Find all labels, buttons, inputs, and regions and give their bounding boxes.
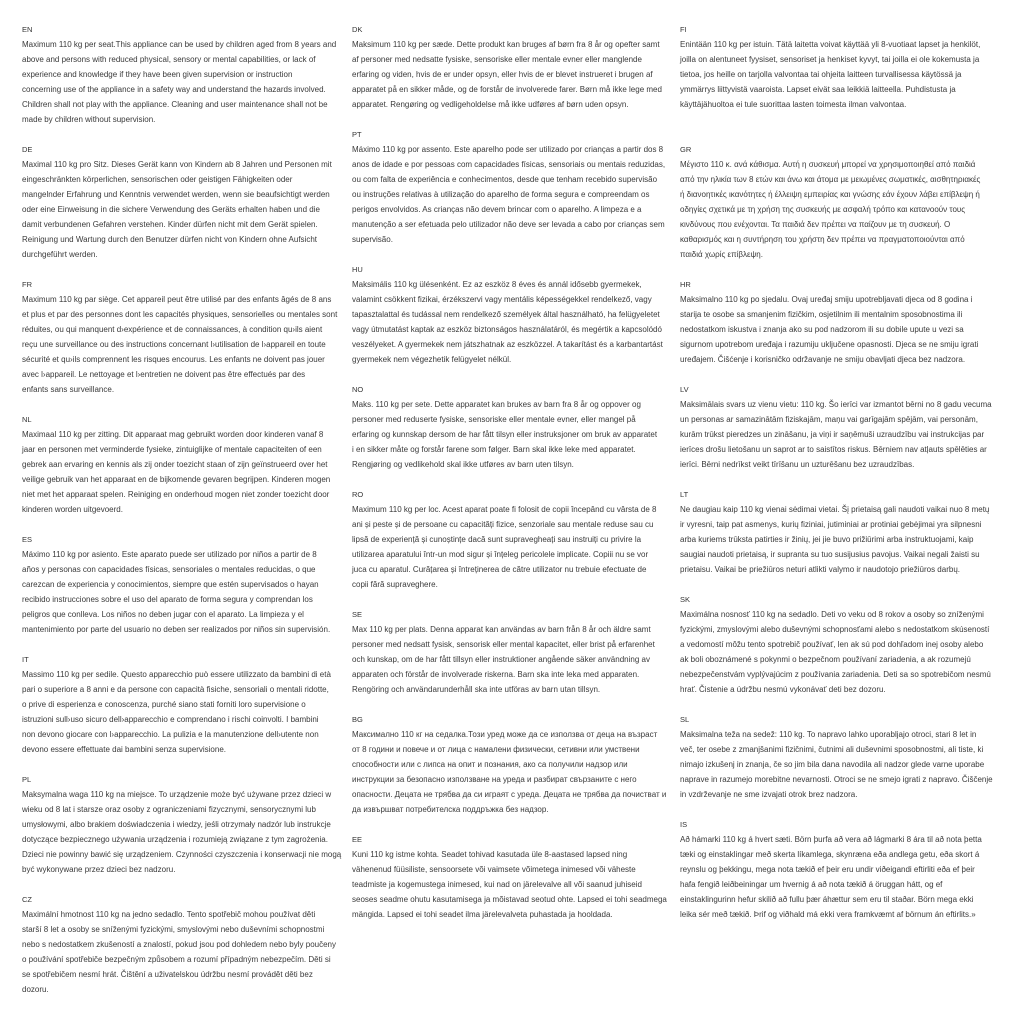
language-section-hr [680, 277, 1010, 367]
text-line: Maksimum 110 kg per sæde. Dette produkt kan bruges af børn fra 8 år og opefter samt [352, 40, 660, 49]
language-code: RO [352, 490, 364, 499]
text-line: ou instruções relativas à utilização do aparelho de forma segura e compreendam os [352, 190, 650, 199]
language-section-en [22, 22, 352, 127]
text-line: lipsă de experiență și cunoștințe dacă sunt supravegheați sau instruiți cu privire la [352, 535, 642, 544]
text-line: Maximální hmotnost 110 kg na jedno sedadlo. Tento spotřebič mohou používat děti [22, 910, 316, 919]
text-line: joilla on alentuneet fyysiset, sensoriset ja henkiset kyvyt, tai joilla ei ole kokemusta ja [680, 55, 980, 64]
text-line: Maks. 110 kg per sete. Dette apparatet kan brukes av barn fra 8 år og oppover og [352, 400, 641, 409]
text-line: да извършват потребителска поддръжка без надзор. [352, 805, 549, 814]
text-line: Reinigung und Wartung durch den Benutzer dürfen nicht von Kindern ohne Aufsicht [22, 235, 318, 244]
text-line: veilige gebruik van het apparaat en de bijkomende gevaren begrijpen. Kinderen mogen [22, 475, 331, 484]
text-line: niet met het apparaat spelen. Reiniging en onderhoud mogen niet zonder toezicht door [22, 490, 330, 499]
text-line: pari o superiore a 8 anni e da persone con capacità fisiche, sensoriali o mentali ridotte, [22, 685, 329, 694]
text-line: arba kuriems trūksta patirties ir žinių, jei jie buvo prižiūrimi arba instruktuojami, kaip [680, 535, 974, 544]
text-line: apparatet på en sikker måde, og de forstår de involverede farer. Børn må ikke lege med [352, 85, 662, 94]
text-line: nedostatkom iskustva i znanja ako su pod nadzorom ili su dobile upute u vezi sa [680, 325, 964, 334]
language-section-ro [352, 487, 682, 592]
language-code: CZ [22, 895, 32, 904]
text-line: nebezpečenstvám vyplývajúcim z používania zariadenia. Deti sa so spotrebičom nesmú [680, 670, 991, 679]
language-section-lv [680, 382, 1010, 472]
text-line: vähenenud füüsiliste, sensoorsete või vaimsete võimetega inimesed või väheste [352, 865, 636, 874]
text-line: sigurnom upotrebom uređaja i razumiju uključene opasnosti. Djeca se ne smiju igrati [680, 340, 979, 349]
text-line: experience and knowledge if they have been given supervision or instruction [22, 70, 293, 79]
text-line: Maximaal 110 kg per zitting. Dit apparaat mag gebruikt worden door kinderen vanaf 8 [22, 430, 324, 439]
text-line: prietaisu. Vaikai be priežiūros neturi atlikti valymo ir naudotojo priežiūros darbų. [680, 565, 960, 574]
language-section-nl [22, 412, 352, 517]
text-line: o prive di esperienza e conoscenza, purché siano stati forniti loro supervisione o [22, 700, 306, 709]
text-line: et plus et par des personnes dont les capacités physiques, sensorielles ou mentales sont [22, 310, 338, 319]
text-line: fyzickými, zmyslovými alebo duševnými schopnosťami alebo s nedostatkom skúseností [680, 625, 990, 634]
language-section-hu [352, 262, 682, 367]
text-line: Maksymalna waga 110 kg na miejsce. To urządzenie może być używane przez dzieci w [22, 790, 332, 799]
text-line: nebo s nedostatkem zkušeností a znalostí, pokud jsou pod dohledem nebo byly poučeny [22, 940, 336, 949]
text-line: παιδιά χωρίς επίβλεψη. [680, 250, 763, 259]
language-code: FR [22, 280, 32, 289]
text-line: copii fără supraveghere. [352, 580, 438, 589]
text-line: starija te osobe sa smanjenim fizičkim, osjetilnim ili mentalnim sposobnostima ili [680, 310, 963, 319]
text-line: способности или с липса на опит и познания, ако са получили надзор или [352, 760, 628, 769]
text-line: ou com falta de experiência e conhecimentos, desde que tenham recebido supervisão [352, 175, 658, 184]
text-line: i en sikker måte og forstår farene som følger. Barn skal ikke leke med apparatet. [352, 445, 636, 454]
language-section-sl [680, 712, 1010, 802]
text-line: Maximálna nosnosť 110 kg na sedadlo. Deti vo veku od 8 rokov a osoby so zníženými [680, 610, 984, 619]
text-line: από την ηλικία των 8 ετών και άνω και άτομα με μειωμένες σωματικές, αισθητηριακές [680, 175, 981, 184]
text-line: wieku od 8 lat i starsze oraz osoby z ograniczeniami fizycznymi, sensorycznymi lub [22, 805, 316, 814]
text-line: от 8 години и повече и от лица с намалени физически, сетивни или умствени [352, 745, 640, 754]
text-line: ak boli oboznámené s pokynmi o bezpečnom používaní zariadenia, a ak rozumejú [680, 655, 971, 664]
column-right [680, 22, 1010, 937]
text-line: recibido instrucciones sobre el uso del aparato de forma segura y comprendan los [22, 595, 313, 604]
language-section-no [352, 382, 682, 472]
text-line: ir vyresni, taip pat asmenys, kurių fiziniai, jutiminiai ar protiniai gebėjimai yra silpnesni [680, 520, 982, 529]
text-line: Að hámarki 110 kg á hvert sæti. Börn þurfa að vera að lágmarki 8 ára til að nota þetta [680, 835, 982, 844]
text-line: hafa fengið leiðbeiningar um hvernig á að nota tækið á öruggan hátt, og ef [680, 880, 943, 889]
text-line: in vzdrževanje ne sme izvajati otrok brez nadzora. [680, 790, 858, 799]
text-line: supervisão. [352, 235, 393, 244]
text-line: gyermekek nem végezhetik felügyelet nélkül. [352, 355, 512, 364]
text-line: Children shall not play with the appliance. Cleaning and user maintenance shall not be [22, 100, 328, 109]
text-line: być wykonywane przez dzieci bez nadzoru. [22, 865, 176, 874]
text-line: dozoru. [22, 985, 49, 994]
language-code: GR [680, 145, 692, 154]
text-line: carezcan de experiencia y conocimientos, siempre que estén supervisados o hayan [22, 580, 319, 589]
text-line: uređajem. Čišćenje i korisničko održavanje ne smiju obavljati djeca bez nadzora. [680, 355, 966, 364]
text-line: eingeschränkten körperlichen, sensorischen oder geistigen Fähigkeiten oder [22, 175, 293, 184]
text-line: concerning use of the appliance in a safety way and understand the hazards involved. [22, 85, 326, 94]
text-line: kurām trūkst pieredzes un zināšanu, ja viņi ir saņēmuši uzraudzību vai instrukcijas par [680, 430, 985, 439]
text-line: utilizarea aparatului într-un mod sigur și înțeleg pericolele implicate. Copiii nu se vor [352, 550, 649, 559]
text-line: mangelnder Erfahrung und Kenntnis verwendet werden, wenn sie beaufsichtigt werden [22, 190, 330, 199]
text-line: gebrek aan ervaring en kennis als zij onder toezicht staan of zijn geïnstrueerd over het [22, 460, 328, 469]
text-line: nimajo izkušenj in znanja, če so jim bila dana navodila ali nadzor glede varne uporabe [680, 760, 985, 769]
text-line: tæki og einstaklingar með skerta líkamlega, skynræna eða andlega getu, eða skort á [680, 850, 980, 859]
text-line: Maksimālais svars uz vienu vietu: 110 kg. Šo ierīci var izmantot bērni no 8 gadu vecuma [680, 400, 992, 409]
language-code: NL [22, 415, 32, 424]
text-line: Rengjøring og vedlikehold skal ikke utføres av barn uten tilsyn. [352, 460, 574, 469]
text-line: vagy útmutatást kaptak az eszköz biztonságos használatáról, és megértik a kapcsolódó [352, 325, 662, 334]
text-line: sécurité et qu›ils comprennent les risques encourus. Les enfants ne doivent pas jouer [22, 355, 325, 364]
text-line: apparaten och förstår de involverade riskerna. Barn ska inte leka med apparaten. [352, 670, 640, 679]
language-section-gr [680, 142, 1010, 262]
language-section-lt [680, 487, 1010, 577]
text-line: se spotřebičem nesmí hrát. Čištění a uživatelskou údržbu nesmí provádět děti bez [22, 970, 313, 979]
text-line: oder eine Einweisung in die sichere Verwendung des Geräts erhalten haben und die [22, 205, 320, 214]
text-line: devono essere effettuate dai bambini senza supervisione. [22, 745, 226, 754]
text-line: anos de idade e por pessoas com capacidades físicas, sensoriais ou mentais reduzidas, [352, 160, 666, 169]
language-code: HR [680, 280, 691, 289]
text-line: erfaring og viden, hvis de er under opsyn, eller hvis de er blevet instrueret i brugen af [352, 70, 653, 79]
text-line: οδηγίες σχετικά με τη χρήση της συσκευής με ασφαλή τρόπο και κατανοούν τους [680, 205, 966, 214]
text-line: made by children without supervision. [22, 115, 156, 124]
text-line: reçu une surveillance ou des instructions concernant l›utilisation de l›appareil en toute [22, 340, 326, 349]
text-line: Rengöring och användarunderhåll ska inte utföras av barn utan tillsyn. [352, 685, 601, 694]
language-code: HU [352, 265, 363, 274]
language-section-ee [352, 832, 682, 922]
text-line: hrať. Čistenie a údržbu nesmú vykonávať deti bez dozoru. [680, 685, 886, 694]
language-code: SE [352, 610, 363, 619]
text-line: kinderen worden uitgevoerd. [22, 505, 123, 514]
text-line: Máximo 110 kg por asiento. Este aparato puede ser utilizado por niños a partir de 8 [22, 550, 317, 559]
language-code: PL [22, 775, 32, 784]
language-code: SK [680, 595, 691, 604]
language-code: LT [680, 490, 689, 499]
text-line: peligros que conlleva. Los niños no deben jugar con el aparato. La limpieza y el [22, 610, 304, 619]
language-code: FI [680, 25, 687, 34]
text-line: Μέγιστο 110 κ. ανά κάθισμα. Αυτή η συσκευή μπορεί να χρησιμοποιηθεί από παιδιά [680, 160, 976, 169]
text-line: κινδύνους που ενέχονται. Τα παιδιά δεν πρέπει να παίζουν με τη συσκευή. Ο [680, 220, 951, 229]
text-line: durchgeführt werden. [22, 250, 98, 259]
text-line: istruzioni sull›uso sicuro dell›apparecchio e comprendano i rischi coinvolti. I bambini [22, 715, 319, 724]
text-line: personer med nedsatt fysisk, sensorisk eller mental kapacitet, eller brist på erfarenhet [352, 640, 655, 649]
language-code: ES [22, 535, 33, 544]
text-line: avec l›appareil. Le nettoyage et l›entretien ne doivent pas être effectués par des [22, 370, 306, 379]
text-line: Dzieci nie powinny bawić się urządzeniem. Czynności czyszczenia i konserwacji nie mogą [22, 850, 342, 859]
language-section-es [22, 532, 352, 637]
text-line: Max 110 kg per plats. Denna apparat kan användas av barn från 8 år och äldre samt [352, 625, 651, 634]
text-line: non devono giocare con l›apparecchio. La pulizia e la manutenzione dell›utente non [22, 730, 319, 739]
text-line: Maksimális 110 kg ülésenként. Ez az eszköz 8 éves és annál idősebb gyermekek, [352, 280, 642, 289]
text-line: juca cu aparatul. Curățarea și întreținerea de către utilizator nu trebuie efectuate de [352, 565, 647, 574]
text-line: och kunskap, om de har fått tillsyn eller instruktioner angående säker användning av [352, 655, 650, 664]
language-code: LV [680, 385, 689, 394]
text-line: Maksimalno 110 kg po sjedalu. Ovaj uređaj smiju upotrebljavati djeca od 8 godina i [680, 295, 973, 304]
text-line: Kuni 110 kg istme kohta. Seadet tohivad kasutada üle 8-aastased lapsed ning [352, 850, 628, 859]
text-line: saugiai naudoti prietaisą, ir supranta su tuo susijusius pavojus. Vaikai negali žaisti su [680, 550, 980, 559]
text-line: veszélyeket. A gyermekek nem játszhatnak az eszközzel. A takarítást és a karbantartást [352, 340, 663, 349]
text-line: Ne daugiau kaip 110 kg vienai sėdimai vietai. Šį prietaisą gali naudoti vaikai nuo 8 metų [680, 505, 990, 514]
text-line: einstaklingurinn hefur skilið að fullu þær áhættur sem eru til staðar. Börn mega ekki [680, 895, 974, 904]
language-section-pt [352, 127, 682, 247]
text-line: tapasztalattal és tudással nem rendelkező személyek által használható, ha felügyeletet [352, 310, 660, 319]
text-line: tietoa, jos heille on tarjolla valvontaa tai ohjeita laitteen turvallisessa käytössä ja [680, 70, 962, 79]
language-code: EE [352, 835, 363, 844]
text-line: ή διανοητικές ικανότητες ή έλλειψη εμπειρίας και γνώσης εάν έχουν λάβει επίβλεψη ή [680, 190, 980, 199]
text-line: Maximum 110 kg per loc. Acest aparat poate fi folosit de copii începând cu vârsta de 8 [352, 505, 657, 514]
language-section-fr [22, 277, 352, 397]
text-line: personer med reduserte fysiske, sensoriske eller mentale evner, eller mangel på [352, 415, 636, 424]
text-line: Максимално 110 кг на седалка.Този уред може да се използва от деца на възраст [352, 730, 658, 739]
text-line: mängida. Lapsed ei tohi seadet ilma järelevalveta puhastada ja hooldada. [352, 910, 613, 919]
text-line: valamint csökkent fizikai, érzékszervi vagy mentális képességekkel rendelkező, vagy [352, 295, 652, 304]
language-section-dk [352, 22, 682, 112]
language-section-is [680, 817, 1010, 922]
text-line: manutenção a ser efetuada pelo utilizador não deve ser levada a cabo por crianças sem [352, 220, 665, 229]
language-code: IT [22, 655, 29, 664]
language-code: IS [680, 820, 688, 829]
text-line: Enintään 110 kg per istuin. Tätä laitetta voivat käyttää yli 8-vuotiaat lapset ja henkilöt, [680, 40, 981, 49]
text-line: teadmiste ja kogemustega inimesed, kui nad on järelevalve all või saanud juhiseid [352, 880, 642, 889]
text-line: Maximal 110 kg pro Sitz. Dieses Gerät kann von Kindern ab 8 Jahren und Personen mit [22, 160, 332, 169]
text-line: käyttäjähuoltoa ei tule suorittaa lasten toimesta ilman valvontaa. [680, 100, 907, 109]
text-line: več, ter osebe z zmanjšanimi fizičnimi, čutnimi ali duševnimi sposobnostmi, ali tiste, ki [680, 745, 984, 754]
language-section-fi [680, 22, 1010, 112]
text-line: Maximum 110 kg per seat.This appliance can be used by children aged from 8 years and [22, 40, 337, 49]
language-section-se [352, 607, 682, 697]
text-line: Maximum 110 kg par siège. Cet appareil peut être utilisé par des enfants âgés de 8 ans [22, 295, 332, 304]
text-line: enfants sans surveillance. [22, 385, 115, 394]
language-code: DE [22, 145, 33, 154]
text-line: reynslu og þekkingu, mega nota tækið ef þeir eru undir viðeigandi eftirliti eða ef þeir [680, 865, 975, 874]
text-line: años y personas con capacidades físicas, sensoriales o mentales reducidas, o que [22, 565, 316, 574]
text-line: Maksimalna teža na sedež: 110 kg. To napravo lahko uporabljajo otroci, stari 8 let in [680, 730, 977, 739]
language-section-sk [680, 592, 1010, 697]
language-section-it [22, 652, 352, 757]
language-code: SL [680, 715, 690, 724]
text-line: un personas ar samazinātām fiziskajām, maņu vai garīgajām spējām, vai personām, [680, 415, 978, 424]
language-code: NO [352, 385, 364, 394]
text-line: Máximo 110 kg por assento. Este aparelho pode ser utilizado por crianças a partir dos 8 [352, 145, 664, 154]
text-line: damit verbundenen Gefahren verstehen. Kinder dürfen nicht mit dem Gerät spielen. [22, 220, 318, 229]
text-line: καθαρισμός και η συντήρηση του χρήστη δεν πρέπει να πραγματοποιούνται από [680, 235, 965, 244]
language-section-bg [352, 712, 682, 817]
text-line: ymmärrys liittyvistä vaaroista. Lapset eivät saa leikkiä laitteella. Puhdistusta ja [680, 85, 956, 94]
text-line: perigos envolvidos. As crianças não devem brincar com o aparelho. A limpeza e a [352, 205, 642, 214]
text-line: ierīci. Bērni nedrīkst veikt tīrīšanu un uzturēšanu bez uzraudzības. [680, 460, 915, 469]
column-middle [352, 22, 682, 937]
text-line: réduites, ou qui manquent d›expérience et de connaissances, à condition qu›ils aient [22, 325, 323, 334]
text-line: naprave in razumejo morebitne nevarnosti. Otroci se ne smejo igrati z napravo. Čiščenje [680, 775, 993, 784]
column-left [22, 22, 352, 1012]
text-line: o používání spotřebiče bezpečným způsobem a rozumí případným nebezpečím. Děti si [22, 955, 331, 964]
text-line: seoses seadme ohutu kasutamisega ja mõistavad seotud ohte. Lapsed ei tohi seadmega [352, 895, 667, 904]
text-line: apparatet. Rengøring og vedligeholdelse må ikke udføres af børn uden opsyn. [352, 100, 629, 109]
text-line: umysłowymi, albo brakiem doświadczenia i wiedzy, jeśli otrzymały nadzór lub instrukcje [22, 820, 331, 829]
language-code: PT [352, 130, 362, 139]
text-line: mantenimiento por parte del usuario no deben ser realizados por niños sin supervisión. [22, 625, 331, 634]
language-section-cz [22, 892, 352, 997]
text-line: erfaring og kunnskap dersom de har fått tilsyn eller instruksjoner om bruk av apparatet [352, 430, 658, 439]
language-code: EN [22, 25, 33, 34]
text-line: dotyczące bezpiecznego używania urządzenia i rozumieją związane z tym zagrożenia. [22, 835, 328, 844]
text-line: leika sér með tækið. Þrif og viðhald má ekki vera framkvæmt af börnum án eftirlits.» [680, 910, 976, 919]
language-code: DK [352, 25, 363, 34]
text-line: ierīces drošu lietošanu un saprot ar to saistītos riskus. Bērniem nav atļauts spēlēties ar [680, 445, 987, 454]
language-section-pl [22, 772, 352, 877]
text-line: Massimo 110 kg per sedile. Questo apparecchio può essere utilizzato da bambini di età [22, 670, 331, 679]
language-code: BG [352, 715, 363, 724]
language-section-de [22, 142, 352, 262]
text-line: af personer med nedsatte fysiske, sensoriske eller mentale evner eller manglende [352, 55, 642, 64]
text-line: инструкции за безопасно използване на уреда и разбират свързаните с него [352, 775, 637, 784]
text-line: jaar en personen met verminderde fysieke, zintuiglijke of mentale capaciteiten of een [22, 445, 322, 454]
text-line: ani și peste și de persoane cu capacități fizice, senzoriale sau mentale reduse sau cu [352, 520, 654, 529]
text-line: starší 8 let a osoby se sníženými fyzickými, smyslovými nebo duševními schopnostmi [22, 925, 325, 934]
text-line: a vedomostí môžu tento spotrebič používať, len ak sú pod dohľadom inej osoby alebo [680, 640, 984, 649]
text-line: above and persons with reduced physical, sensory or mental capabilities, or lack of [22, 55, 316, 64]
text-line: опасности. Децата не трябва да си играят с уреда. Децата не трябва да почистват и [352, 790, 667, 799]
